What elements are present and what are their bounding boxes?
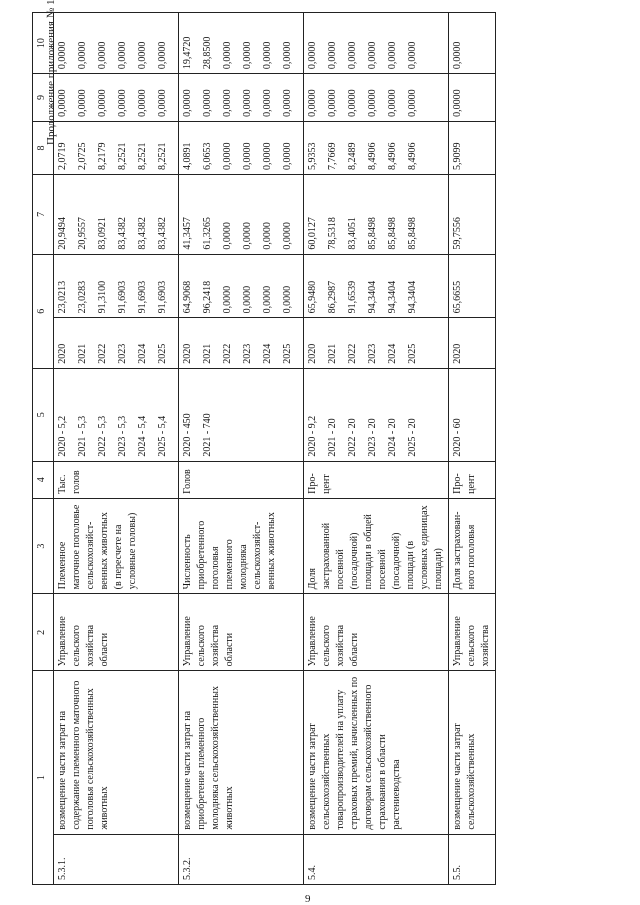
federal-funding-value: 85,8498 <box>387 217 398 250</box>
other-funding-value: 0,0000 <box>77 41 88 70</box>
years-value: 2024 <box>262 343 273 364</box>
local-funding-value: 0,0000 <box>202 89 213 117</box>
indicator: Доля застрахованной посевной (посадочной) площади в общей посевной (посадочной) площади (в условных единицах площади) <box>304 498 449 594</box>
target-values-value: 2020 - 450 <box>182 413 193 457</box>
regional-funding-value: 2,0725 <box>77 142 88 170</box>
federal-funding-value: 20,9494 <box>57 217 68 250</box>
other-funding-value: 0,0000 <box>282 41 293 70</box>
table-row <box>54 13 179 885</box>
page-number: 9 <box>305 893 311 905</box>
other-funding-value: 0,0000 <box>57 41 68 70</box>
federal-funding-value: 20,9557 <box>77 217 88 250</box>
local-funding-value: 0,0000 <box>97 89 108 117</box>
total-funding-value: 91,6903 <box>157 280 168 314</box>
local-funding-value: 0,0000 <box>242 89 253 117</box>
federal-funding <box>179 175 304 255</box>
years-value: 2021 <box>77 343 88 364</box>
local-funding-value: 0,0000 <box>137 89 148 117</box>
target-values-value: 2022 - 5,3 <box>97 415 108 457</box>
target-values-value: 2024 - 20 <box>387 418 398 457</box>
other-funding-value: 0,0000 <box>97 41 108 70</box>
regional-funding-value: 8,2179 <box>97 142 108 170</box>
header-cell: 9 <box>33 74 54 122</box>
total-funding-value: 94,3404 <box>407 280 418 314</box>
regional-funding-value: 8,4906 <box>387 142 398 170</box>
total-funding-value: 64,9068 <box>182 280 193 314</box>
other-funding-value: 0,0000 <box>367 41 378 70</box>
regional-funding <box>179 121 304 174</box>
years-value: 2020 <box>57 343 68 364</box>
local-funding <box>179 74 304 122</box>
local-funding-value: 0,0000 <box>117 89 128 117</box>
executor: Управление сельского хозяйства области <box>54 594 179 671</box>
years-value: 2024 <box>387 343 398 364</box>
local-funding-value: 0,0000 <box>327 89 338 117</box>
other-funding <box>179 13 304 74</box>
regional-funding-value: 8,2521 <box>157 142 168 170</box>
other-funding-value: 0,0000 <box>452 41 463 70</box>
federal-funding-value: 83,4382 <box>117 217 128 250</box>
target-values-value: 2021 - 20 <box>327 418 338 457</box>
local-funding-value: 0,0000 <box>157 89 168 117</box>
header-cell: 1 <box>33 671 54 885</box>
local-funding-value: 0,0000 <box>452 89 463 117</box>
target-values-value: 2020 - 60 <box>452 418 463 457</box>
indicator: Племенное маточное поголовье сельскохозяйст-венных животных (в пересчете на условные головы) <box>54 498 179 594</box>
row-number: 5.4. <box>304 834 449 884</box>
header-row <box>33 13 54 885</box>
unit: Про-цент <box>449 461 496 498</box>
regional-funding-value: 8,2521 <box>137 142 148 170</box>
total-funding-value: 0,0000 <box>282 285 293 314</box>
other-funding <box>449 13 496 74</box>
total-funding-value: 0,0000 <box>242 285 253 314</box>
federal-funding-value: 83,0921 <box>97 217 108 250</box>
other-funding-value: 0,0000 <box>157 41 168 70</box>
regional-funding-value: 8,4906 <box>367 142 378 170</box>
total-funding-value: 0,0000 <box>222 285 233 314</box>
years-value: 2020 <box>307 343 318 364</box>
header-cell: 10 <box>33 13 54 74</box>
years-value: 2021 <box>202 343 213 364</box>
local-funding-value: 0,0000 <box>367 89 378 117</box>
target-values-value: 2020 - 5,2 <box>57 415 68 457</box>
federal-funding-value: 0,0000 <box>242 222 253 250</box>
other-funding <box>304 13 449 74</box>
federal-funding-value: 85,8498 <box>407 217 418 250</box>
regional-funding <box>54 121 179 174</box>
target-values-value <box>241 373 261 457</box>
federal-funding <box>449 175 496 255</box>
years-value: 2021 <box>327 343 338 364</box>
header-cell: 5 <box>33 368 54 461</box>
local-funding-value: 0,0000 <box>182 89 193 117</box>
local-funding-value: 0,0000 <box>77 89 88 117</box>
target-values-value <box>281 373 301 457</box>
total-funding <box>449 254 496 318</box>
total-funding-value: 0,0000 <box>262 285 273 314</box>
executor: Управление сельского хозяйства <box>449 594 496 671</box>
total-funding-value: 23,0213 <box>57 280 68 314</box>
other-funding-value: 0,0000 <box>222 41 233 70</box>
target-values-value <box>221 373 241 457</box>
regional-funding <box>449 121 496 174</box>
years-value: 2020 <box>452 343 463 364</box>
appendix-note: Продолжение приложения № 1 <box>45 0 57 145</box>
federal-funding-value: 59,7556 <box>452 217 463 250</box>
other-funding-value: 0,0000 <box>307 41 318 70</box>
local-funding <box>449 74 496 122</box>
federal-funding-value: 0,0000 <box>222 222 233 250</box>
regional-funding-value: 0,0000 <box>262 142 273 170</box>
other-funding-value: 0,0000 <box>327 41 338 70</box>
indicator: Численность приобретенного поголовья племенного молодняка сельскохозяйст-венных животных <box>179 498 304 594</box>
local-funding <box>304 74 449 122</box>
other-funding-value: 0,0000 <box>137 41 148 70</box>
federal-funding-value: 78,5318 <box>327 217 338 250</box>
total-funding <box>304 254 449 318</box>
years-value: 2025 <box>407 343 418 364</box>
federal-funding <box>304 175 449 255</box>
federal-funding-value: 0,0000 <box>282 222 293 250</box>
target-values-value <box>261 373 281 457</box>
other-funding-value: 0,0000 <box>262 41 273 70</box>
indicator: Доля застрахован-ного поголовья <box>449 498 496 594</box>
regional-funding <box>304 121 449 174</box>
unit: Голов <box>179 461 304 498</box>
other-funding-value: 0,0000 <box>347 41 358 70</box>
unit: Тыс. голов <box>54 461 179 498</box>
other-funding-value: 0,0000 <box>407 41 418 70</box>
years-value: 2023 <box>117 343 128 364</box>
total-funding-value: 91,6903 <box>137 280 148 314</box>
header-cell: 2 <box>33 594 54 671</box>
executor: Управление сельского хозяйства области <box>304 594 449 671</box>
target-values-value: 2020 - 9,2 <box>307 415 318 457</box>
years <box>54 318 179 368</box>
federal-funding-value: 83,4382 <box>137 217 148 250</box>
regional-funding-value: 8,2521 <box>117 142 128 170</box>
local-funding-value: 0,0000 <box>347 89 358 117</box>
total-funding <box>54 254 179 318</box>
years-value: 2023 <box>367 343 378 364</box>
target-values-value: 2022 - 20 <box>347 418 358 457</box>
local-funding <box>54 74 179 122</box>
years-value: 2023 <box>242 343 253 364</box>
header-cell: 8 <box>33 121 54 174</box>
total-funding-value: 96,2418 <box>202 280 213 314</box>
total-funding <box>179 254 304 318</box>
target-values-value: 2025 - 20 <box>407 418 418 457</box>
unit: Про-цент <box>304 461 449 498</box>
header-cell: 7 <box>33 175 54 255</box>
measure-name: возмещение части затрат на приобретение племенного молодняка сельскохозяйственных животных <box>179 671 304 834</box>
regional-funding-value: 0,0000 <box>282 142 293 170</box>
target-values-value: 2025 - 5,4 <box>157 415 168 457</box>
years <box>449 318 496 368</box>
total-funding-value: 65,6655 <box>452 280 463 314</box>
target-values <box>179 368 304 461</box>
local-funding-value: 0,0000 <box>222 89 233 117</box>
other-funding-value: 0,0000 <box>242 41 253 70</box>
header-cell: 4 <box>33 461 54 498</box>
header-cell: 6 <box>33 254 54 368</box>
regional-funding-value: 2,0719 <box>57 142 68 170</box>
other-funding-value: 0,0000 <box>117 41 128 70</box>
measure-name: возмещение части затрат сельскохозяйственных <box>449 671 496 834</box>
regional-funding-value: 6,0653 <box>202 142 213 170</box>
other-funding-value: 28,8500 <box>202 36 213 70</box>
measure-name: возмещение части затрат сельскохозяйственных товаропроизводителей на уплату страховых премий, начисленных по договорам сельскохозяйственного страхования в области растениеводства <box>304 671 449 834</box>
years <box>304 318 449 368</box>
local-funding-value: 0,0000 <box>262 89 273 117</box>
total-funding-value: 91,6539 <box>347 280 358 314</box>
total-funding-value: 65,9480 <box>307 280 318 314</box>
federal-funding-value: 85,8498 <box>367 217 378 250</box>
federal-funding-value: 60,0127 <box>307 217 318 250</box>
total-funding-value: 91,6903 <box>117 280 128 314</box>
total-funding-value: 94,3404 <box>387 280 398 314</box>
target-values-value: 2024 - 5,4 <box>137 415 148 457</box>
target-values-value: 2023 - 20 <box>367 418 378 457</box>
years-value: 2022 <box>222 343 233 364</box>
federal-funding-value: 83,4382 <box>157 217 168 250</box>
years-value: 2022 <box>97 343 108 364</box>
row-number: 5.3.1. <box>54 834 179 884</box>
local-funding-value: 0,0000 <box>307 89 318 117</box>
header-cell: 3 <box>33 498 54 594</box>
years-value: 2025 <box>157 343 168 364</box>
row-number: 5.3.2. <box>179 834 304 884</box>
regional-funding-value: 4,0891 <box>182 142 193 170</box>
years-value: 2022 <box>347 343 358 364</box>
federal-funding <box>54 175 179 255</box>
other-funding-value: 19,4720 <box>182 36 193 70</box>
total-funding-value: 91,3100 <box>97 280 108 314</box>
table-body <box>54 13 496 885</box>
regional-funding-value: 7,7669 <box>327 142 338 170</box>
federal-funding-value: 83,4051 <box>347 217 358 250</box>
target-values <box>304 368 449 461</box>
target-values-value: 2023 - 5,3 <box>117 415 128 457</box>
total-funding-value: 86,2987 <box>327 280 338 314</box>
total-funding-value: 23,0283 <box>77 280 88 314</box>
regional-funding-value: 0,0000 <box>222 142 233 170</box>
local-funding-value: 0,0000 <box>387 89 398 117</box>
local-funding-value: 0,0000 <box>57 89 68 117</box>
years-value: 2025 <box>282 343 293 364</box>
regional-funding-value: 5,9353 <box>307 142 318 170</box>
program-table <box>32 12 496 885</box>
other-funding-value: 0,0000 <box>387 41 398 70</box>
years-value: 2024 <box>137 343 148 364</box>
years <box>179 318 304 368</box>
target-values <box>54 368 179 461</box>
federal-funding-value: 0,0000 <box>262 222 273 250</box>
table-row <box>179 13 304 885</box>
table-row <box>304 13 449 885</box>
other-funding <box>54 13 179 74</box>
executor: Управление сельского хозяйства области <box>179 594 304 671</box>
regional-funding-value: 5,9099 <box>452 142 463 170</box>
regional-funding-value: 8,2489 <box>347 142 358 170</box>
target-values-value: 2021 - 5,3 <box>77 415 88 457</box>
federal-funding-value: 61,3265 <box>202 217 213 250</box>
target-values-value: 2021 - 740 <box>202 413 213 457</box>
row-number: 5.5. <box>449 834 496 884</box>
local-funding-value: 0,0000 <box>282 89 293 117</box>
table-row <box>449 13 496 885</box>
federal-funding-value: 41,3457 <box>182 217 193 250</box>
measure-name: возмещение части затрат на содержание племенного маточного поголовья сельскохозяйственных животных <box>54 671 179 834</box>
regional-funding-value: 0,0000 <box>242 142 253 170</box>
local-funding-value: 0,0000 <box>407 89 418 117</box>
total-funding-value: 94,3404 <box>367 280 378 314</box>
target-values <box>449 368 496 461</box>
regional-funding-value: 8,4906 <box>407 142 418 170</box>
years-value: 2020 <box>182 343 193 364</box>
